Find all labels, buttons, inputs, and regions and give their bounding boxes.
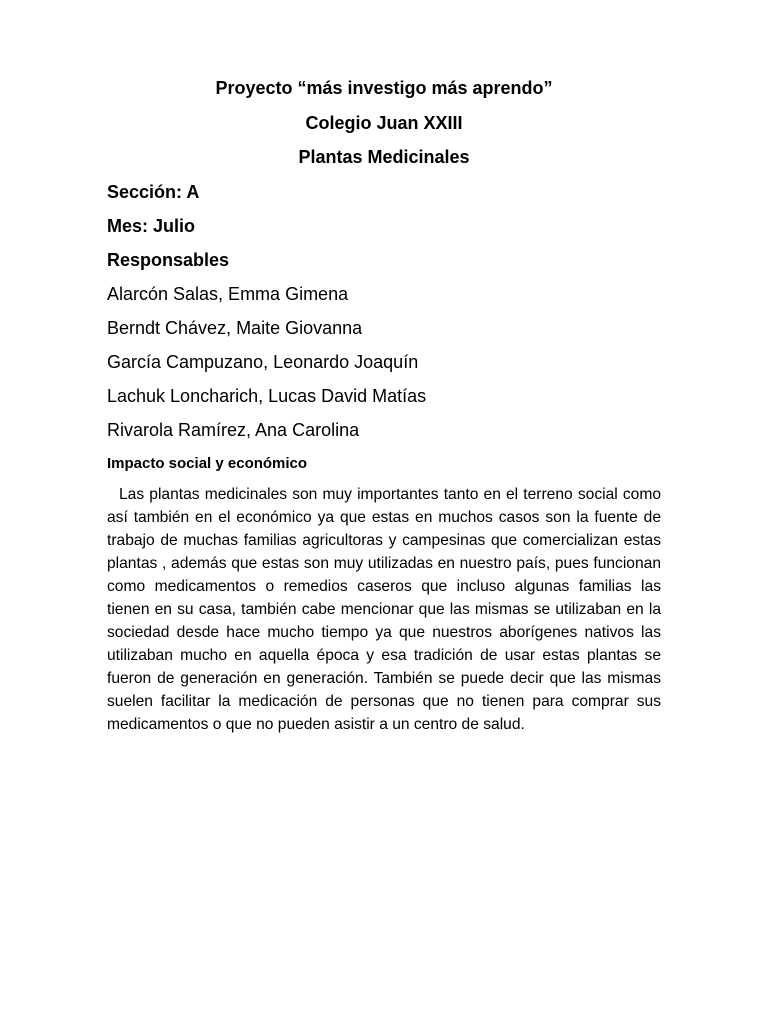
project-title: Proyecto “más investigo más aprendo” — [215, 78, 553, 98]
responsable-name: Berndt Chávez, Maite Giovanna — [107, 318, 363, 338]
section-label: Sección: A — [107, 182, 200, 202]
responsable-name: García Campuzano, Leonardo Joaquín — [107, 352, 419, 372]
topic-title: Plantas Medicinales — [298, 147, 470, 167]
responsable-name: Alarcón Salas, Emma Gimena — [107, 284, 349, 304]
impact-paragraph: Las plantas medicinales son muy importantes tanto en el terreno social como así también en el económico ya que estas en muchos casos son la fuente de trabajo de muchas familias agricultoras y campesinas que comercializan estas plantas , además que estas son muy utilizadas en nuestro país, pues funcionan como medicamentos o remedios caseros que incluso algunas familias las tienen en su casa, también cabe mencionar que las mismas se utilizaban en la sociedad desde hace mucho tiempo ya que nuestros aborígenes nativos las utilizaban mucho en aquella época y esa tradición de usar estas plantas se fueron de generación en generación. También se puede decir que las mismas suelen facilitar la medicación de personas que no tienen para comprar sus medicamentos o que no pueden asistir a un centro de salud. — [107, 486, 661, 733]
impact-heading: Impacto social y económico — [107, 455, 308, 472]
responsables-heading: Responsables — [107, 250, 230, 270]
month-label: Mes: Julio — [107, 216, 196, 236]
responsable-name: Lachuk Loncharich, Lucas David Matías — [107, 386, 427, 406]
responsables-list — [107, 283, 426, 453]
responsable-name: Rivarola Ramírez, Ana Carolina — [107, 420, 360, 440]
school-name: Colegio Juan XXIII — [305, 113, 463, 133]
